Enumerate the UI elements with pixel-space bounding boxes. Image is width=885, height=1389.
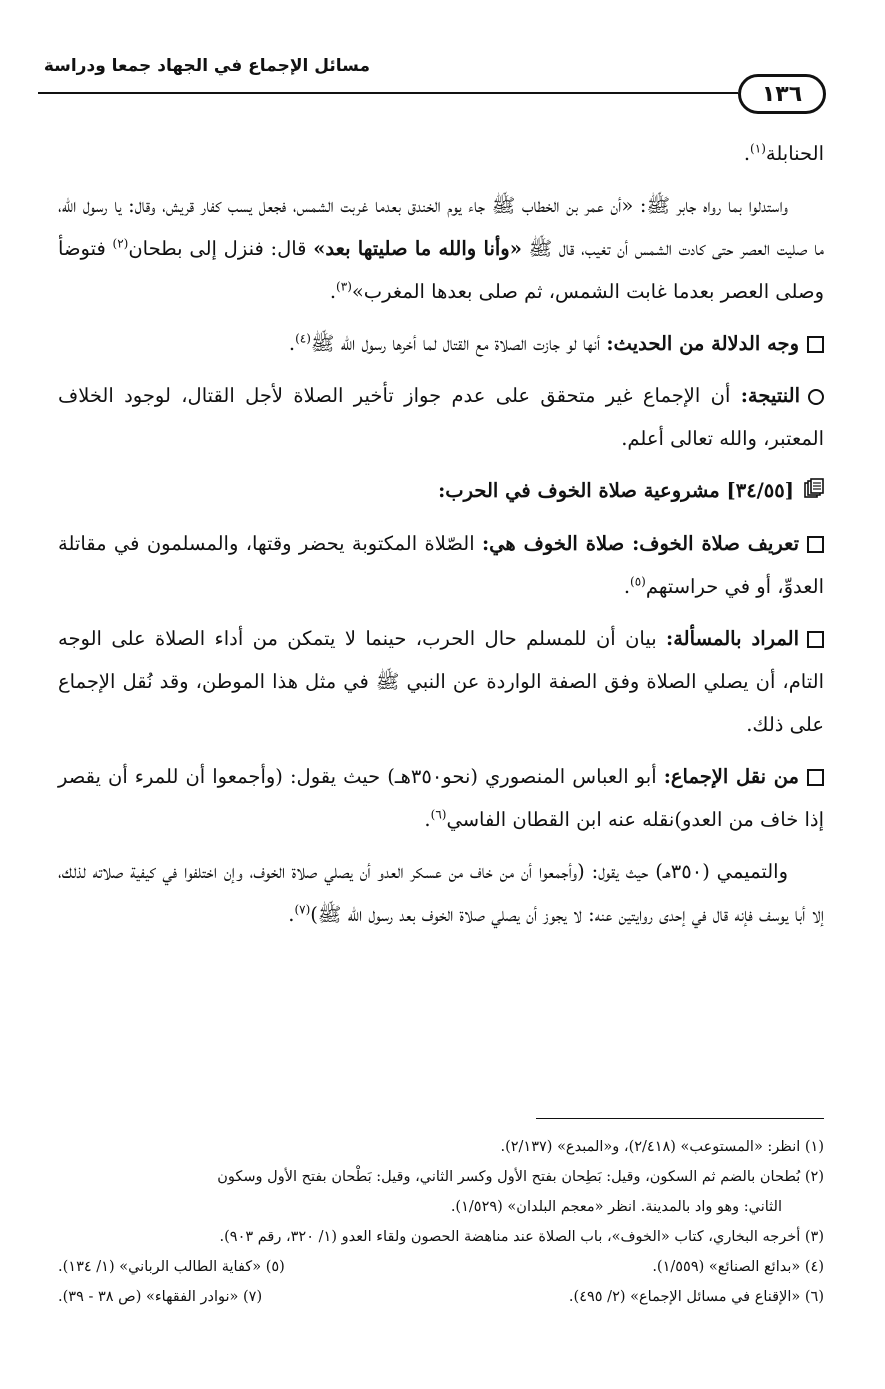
p7-end: . (424, 808, 431, 831)
p5-label: تعريف صلاة الخوف: (632, 532, 800, 555)
p2-text-a: واستدلوا بما رواه جابر ﷺ: «أن عمر بن الخطاب ﷺ جاء يوم الخندق بعدما غربت الشمس، فجعل يسب كفار قريش، وقال: يا رسول الله، ما صليت العصر حتى كادت الشمس أن تغيب، قال ﷺ (58, 194, 825, 260)
section-number: [٣٤/٥٥] (726, 479, 794, 502)
p1-end: . (743, 142, 751, 165)
footnote-4: (٤) «بدائع الصنائع» (١/٥٥٩). (652, 1259, 824, 1275)
p4-text: أن الإجماع غير متحقق على عدم جواز تأخير الصلاة لأجل القتال، لوجود الخلاف المعتبر، والله تعالى أعلم. (58, 384, 824, 450)
footnote-5: (٥) «كفاية الطالب الرباني» (١/ ١٣٤). (58, 1259, 285, 1275)
footnote-ref-6: (٦) (430, 807, 447, 822)
footnote-ref-3: (٣) (336, 279, 352, 294)
p8-end: . (288, 903, 295, 926)
square-bullet-icon (807, 631, 824, 648)
footnotes (58, 1132, 824, 1312)
square-bullet-icon (807, 536, 824, 553)
footnote-2: (٢) بُطحان بالضم ثم السكون، وقيل: بَطِحان بفتح الأول وكسر الثاني، وقيل: بَطْحان بفتح الأول وسكون (217, 1169, 824, 1185)
paragraph-8 (58, 850, 824, 936)
p3-label: وجه الدلالة من الحديث: (606, 332, 799, 355)
p7-text: أبو العباس المنصوري (نحو٣٥٠هـ) حيث يقول: (وأجمعوا أن للمرء أن يقصر إذا خاف من العدو)نقله عنه ابن القطان الفاسي (58, 765, 824, 831)
paragraph-6 (58, 617, 824, 746)
footnote-3: (٣) أخرجه البخاري، كتاب «الخوف»، باب الصلاة عند مناهضة الحصون ولقاء العدو (١/ ٣٢٠، رقم ٩٠٣). (219, 1229, 824, 1245)
p4-label: النتيجة: (740, 384, 800, 407)
footnote-6: (٦) «الإقناع في مسائل الإجماع» (٢/ ٤٩٥). (568, 1289, 824, 1305)
p3-end: . (288, 332, 296, 355)
square-bullet-icon (807, 336, 824, 353)
main-text (58, 132, 824, 945)
paragraph-5 (58, 522, 824, 608)
paragraph-4 (58, 374, 824, 460)
paragraph-3 (58, 322, 824, 365)
footnote-ref-2: (٢) (112, 236, 129, 251)
section-title: مشروعية صلاة الخوف في الحرب: (438, 479, 727, 502)
footnote-row-6-7 (58, 1282, 824, 1312)
square-bullet-icon (807, 769, 824, 786)
p5-label-2: صلاة الخوف هي: (481, 532, 633, 555)
footnote-ref-7: (٧) (294, 902, 311, 917)
footnote-ref-4: (٤) (295, 331, 311, 346)
footnote-row-4-5 (58, 1252, 824, 1282)
running-title: مسائل الإجماع في الجهاد جمعا ودراسة (43, 56, 370, 76)
p2-end: . (329, 280, 337, 303)
p7-label: من نقل الإجماع: (663, 765, 799, 788)
footnote-ref-5: (٥) (630, 574, 646, 589)
p6-text: بيان أن للمسلم حال الحرب، حينما لا يتمكن من أداء الصلاة على الوجه التام، أن يصلي الصلاة وفق الصفة الواردة عن النبي ﷺ في مثل هذا الموطن، وقد نُقل الإجماع على ذلك. (58, 627, 824, 736)
paragraph-2 (58, 184, 824, 313)
footnote-1: (١) انظر: «المستوعب» (٢/٤١٨)، و«المبدع» (٢/١٣٧). (500, 1139, 824, 1155)
page-number-badge (738, 74, 826, 114)
p5-end: . (623, 575, 631, 598)
p1-text: الحنابلة (765, 142, 824, 165)
footnote-7: (٧) «نوادر الفقهاء» (ص ٣٨ - ٣٩). (58, 1289, 263, 1305)
section-heading (58, 469, 824, 513)
paragraph-1 (58, 132, 824, 175)
p5-text: الصّلاة المكتوبة يحضر وقتها، والمسلمون في مقاتلة العدوِّ، أو في حراستهم (58, 532, 824, 598)
document-stack-icon (804, 470, 824, 513)
header-rule (38, 92, 738, 94)
p2-quote-bold: «وأنا والله ما صليتها بعد» (313, 237, 522, 260)
footnote-2-continued: الثاني: وهو واد بالمدينة. انظر «معجم البلدان» (١/٥٢٩). (450, 1199, 782, 1215)
p2-text-c: فتوضأ وصلى العصر بعدما غابت الشمس، ثم صلى بعدها المغرب» (58, 237, 824, 303)
p3-text: أنها لو جازت الصلاة مع القتال لما أخرها رسول الله ﷺ (310, 332, 607, 355)
p8-text: والتميمي (٣٥٠هـ) حيث يقول: (وأجمعوا أن من خاف من عسكر العدو أن يصلي صلاة الخوف، وإن اختلفوا في كيفية صلاته لذلك، إلا أبا يوسف فإنه قال في إحدى روايتين عنه: لا يجوز أن يصلي صلاة الخوف بعد رسول الله ﷺ) (58, 860, 824, 926)
circle-bullet-icon (808, 389, 824, 405)
paragraph-7 (58, 755, 824, 841)
p6-label: المراد بالمسألة: (666, 627, 800, 650)
footnote-rule (536, 1118, 824, 1119)
footnote-ref-1: (١) (750, 141, 766, 156)
p2-text-b: قال: فنزل إلى بطحان (128, 237, 314, 260)
page-number: ١٣٦ (761, 81, 803, 107)
